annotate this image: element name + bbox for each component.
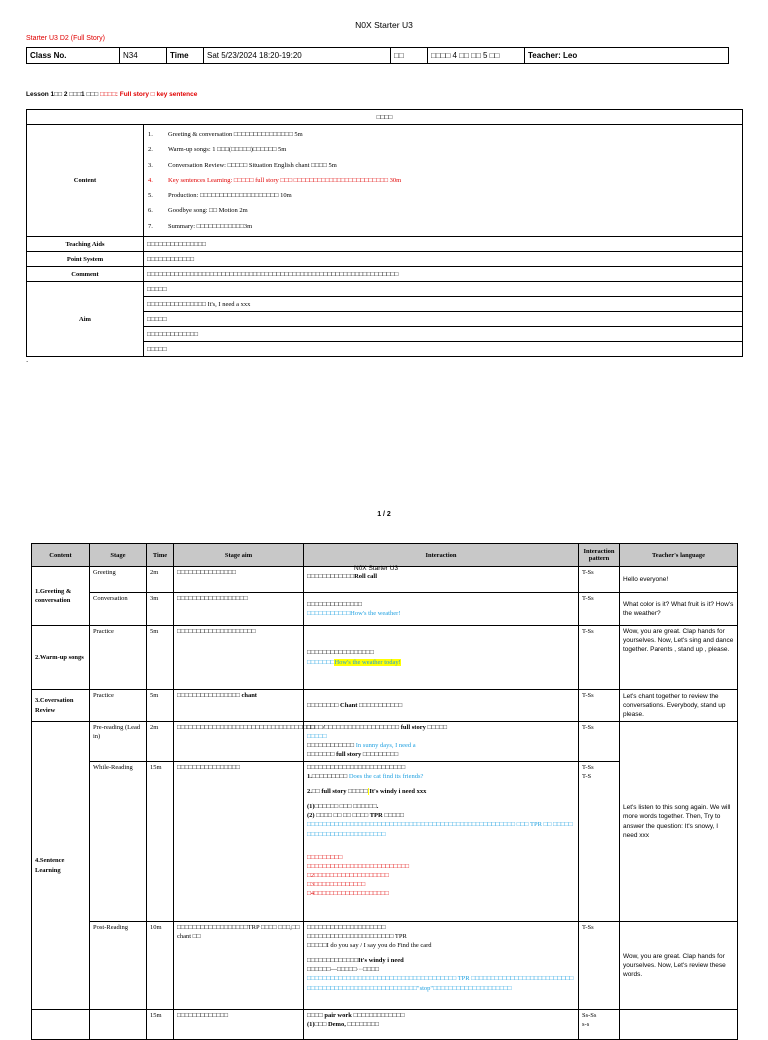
interaction-text-blue: □□□□□□□□□□□How's the weather! (307, 610, 401, 617)
stage-cell: Practice (90, 626, 147, 690)
list-text: Greeting & conversation □□□□□□□□□□□□□□□ 5m (168, 131, 303, 138)
list-text: Goodbye song: □□ Motion 2m (168, 207, 248, 215)
interaction-text-red: □□□□□□□□□ (307, 853, 343, 861)
language-cell: Let's listen to this song again. We will more words together. Then, Try to answer the question: It's snowy, I need xxx (620, 722, 738, 922)
language-cell: Wow, you are great. Clap hands for yourselves. Now, Let's review these words. (620, 922, 738, 1010)
aim-cell: □□□□□□□□□□□□□□□□□□TRP □□□□ □□□,□□ chant □□ (174, 922, 304, 1010)
class-no-value: N34 (120, 48, 167, 64)
info-cell-5: □□ (391, 48, 428, 64)
list-number: 2. (148, 146, 153, 154)
language-cell: Wow, you are great. Clap hands for yourselves. Now, Let's sing and dance together. Parents , stand up , please. (620, 626, 738, 690)
aim-cell: □□□□□□□□□□□□□□□□ (174, 762, 304, 922)
list-text: Key sentences Learning: □□□□□ full story □□□ □□□□□□□□□□□□□□□□□□□□□□□□ 30m (168, 176, 402, 184)
content-list-item (148, 203, 739, 218)
interaction-text-red: □4□□□□□□□□□□□□□□□□□□□ (307, 890, 389, 898)
content-list-item (148, 188, 739, 203)
time-cell: 5m (147, 690, 174, 722)
col-header-stage-aim: Stage aim (174, 544, 304, 567)
lesson-focus: □□□□: Full story □ key sentence (100, 91, 198, 98)
lesson-line (26, 91, 197, 98)
table-row (32, 722, 738, 762)
interaction-text: It's windy i need xxx (369, 788, 427, 796)
list-number: 5. (148, 192, 153, 200)
interaction-text: □□□□□□—□□□□□···□□□□ (307, 966, 379, 974)
highlighted-phrase: How's the weather today! (334, 658, 401, 666)
aim-row: □□□□□□□□□□□□□□□ It's, I need a xxx (144, 297, 743, 312)
interaction-text-blue: □□□□□□□□□□□□□□□□□□□□□□□□□□□□□□□□□□□□□□□□□□□□□□□□□□□□□ □□□ TPR □□ □□□□□□□□□□□□□□□□□□□□□□□□□ (307, 821, 573, 838)
interaction-cell (304, 1010, 579, 1040)
interaction-text-blue: In sunny days, I need a (355, 742, 416, 750)
pattern-cell: T-Ss (579, 593, 620, 626)
point-system-label: Point System (27, 252, 144, 267)
table-row (32, 626, 738, 690)
stage-cell: Greeting (90, 567, 147, 593)
aim-cell: □□□□□□□□□□□□□□□□ chant (174, 690, 304, 722)
document-subtitle: Starter U3 D2 (Full Story) (26, 35, 105, 42)
aim-row: □□□□□ (144, 342, 743, 357)
document-title: N0X Starter U3 (355, 20, 413, 30)
col-header-content: Content (32, 544, 90, 567)
lesson-prefix: Lesson 1□□ 2 □□□1 □□□ (26, 91, 101, 98)
info-cell-6: □□□□ 4 □□ □□ 5 □□ (428, 48, 525, 64)
content-cell (144, 125, 743, 237)
comment-label: Comment (27, 267, 144, 282)
pattern-cell: T-Ss (579, 626, 620, 690)
aim-cell: □□□□□□□□□□□□□□□ (174, 567, 304, 593)
content-list-item (148, 142, 739, 157)
list-number: 6. (148, 207, 153, 215)
time-cell: 10m (147, 922, 174, 1010)
interaction-text-blue: □□□□□□□□□□□□□□□□□□□□□□□□□□□□□□□□□□□□□□ TPR □□□□□□□□□□□□□□□□□□□□□□□□□□□□□□□□□□□□□□□□□□□□□□□□□□□□□□"stop"□□□□□□□□□□□□□□□□□□□□ (307, 975, 574, 992)
teaching-aids-label: Teaching Aids (27, 237, 144, 252)
interaction-text: □□□□□□□ full story □□□□□□□□□ (307, 751, 399, 759)
pattern-cell: Ss-Ss s-s (579, 1010, 620, 1040)
teacher-name: Teacher: Leo (525, 48, 729, 64)
interaction-cell (304, 722, 579, 762)
pattern-cell: T-Ss (579, 690, 620, 722)
interaction-text: (1)□□□ Demo, □□□□□□□□ (307, 1021, 379, 1029)
interaction-text-red: □3□□□□□□□□□□□□□ (307, 880, 366, 888)
content-cell: 1.Greeting & conversation (32, 567, 90, 626)
col-header-pattern: Interaction pattern (579, 544, 620, 567)
time-value: Sat 5/23/2024 18:20-19:20 (204, 48, 391, 64)
aim-cell: □□□□□□□□□□□□□□□□□□□□ (174, 626, 304, 690)
page-number: 1 / 2 (377, 511, 391, 518)
time-label: Time (167, 48, 204, 64)
table-row (32, 567, 738, 593)
interaction-text: □□□□ pair work □□□□□□□□□□□□□ (307, 1012, 405, 1019)
stage-cell: Post-Reading (90, 922, 147, 1010)
table-row (32, 690, 738, 722)
col-header-time: Time (147, 544, 174, 567)
class-no-label: Class No. (27, 48, 120, 64)
aim-row: □□□□□□□□□□□□□ (144, 327, 743, 342)
col-header-teacher-language: Teacher's language (620, 544, 738, 567)
time-cell: 15m (147, 762, 174, 922)
interaction-text: □□□□□□□□□□□□□□□□□ (307, 649, 374, 657)
list-number: 7. (148, 222, 153, 230)
interaction-text: 1.□□□□□□□□□ (307, 773, 349, 781)
content-list-item (148, 127, 739, 142)
stage-cell: While-Reading (90, 762, 147, 922)
interaction-text: (2) □□□□ □□ □□ □□□□ TPR □□□□□ (307, 812, 404, 820)
aim-row: □□□□□ (144, 282, 743, 297)
list-number: 4. (148, 176, 153, 184)
content-list (148, 127, 739, 234)
pattern-cell: T-Ss (579, 567, 620, 593)
pattern-cell: T-Ss (579, 722, 620, 762)
list-text: Conversation Review: □□□□□ Situation English chant □□□□ 5m (168, 161, 337, 169)
interaction-text: □□□□□I do you say / I say you do Find the card (307, 942, 432, 950)
comment-value: □□□□□□□□□□□□□□□□□□□□□□□□□□□□□□□□□□□□□□□□□□□□□□□□□□□□□□□□□□□□□□□□ (144, 267, 743, 282)
aim-cell: □□□□□□□□□□□□□□□□□□□□□□□□□□□□□□□□□□□ (174, 722, 304, 762)
list-text: Production: □□□□□□□□□□□□□□□□□□□□ 10m (168, 192, 292, 200)
interaction-text: □□□□□□□□□□□□□□ (307, 600, 362, 608)
interaction-text: □□□□□□□□□□□□□□□□□□□□□□□□□ (307, 764, 406, 771)
list-number: 3. (148, 161, 153, 169)
col-header-interaction: Interaction (304, 544, 579, 567)
point-system-value: □□□□□□□□□□□□ (144, 252, 743, 267)
content-cell: 2.Warm-up songs (32, 626, 90, 690)
stage-table (31, 543, 738, 1040)
stage-cell: Conversation (90, 593, 147, 626)
pattern-cell: T-Ss T-S (579, 762, 620, 922)
time-cell: 15m (147, 1010, 174, 1040)
time-cell: 2m (147, 722, 174, 762)
stage-cell (90, 1010, 147, 1040)
list-text: Summary: □□□□□□□□□□□□3m (168, 222, 253, 230)
interaction-cell (304, 567, 579, 593)
interaction-text: □□□□□□□□□□□□□□□□□□□□□□ TPR (307, 933, 407, 941)
interaction-cell (304, 762, 579, 922)
language-cell: Let's chant together to review the conversations. Everybody, stand up please. (620, 690, 738, 722)
interaction-text: 2.□□ full story □□□□□ (307, 788, 368, 796)
language-cell (620, 1010, 738, 1040)
interaction-text-red: □□□□□□□□□□□□□□□□□□□□□□□□□□ (307, 862, 410, 870)
plan-header: □□□□ (27, 110, 743, 125)
time-cell: 2m (147, 567, 174, 593)
interaction-text-blue: Does the cat find its friends? (348, 773, 424, 781)
stage-cell: Pre-reading (Lead in) (90, 722, 147, 762)
list-number: 1. (148, 131, 153, 138)
aim-label: Aim (27, 282, 144, 357)
overlay-title: N0X Starter U3 (354, 565, 399, 572)
interaction-cell (304, 626, 579, 690)
time-cell: 5m (147, 626, 174, 690)
interaction-cell (304, 922, 579, 1010)
aim-row: □□□□□ (144, 312, 743, 327)
interaction-cell: □□□□□□□□ Chant □□□□□□□□□□□ (304, 690, 579, 722)
interaction-text: (1)□□□□□□ □□□ □□□□□□. (307, 803, 379, 811)
interaction-text: □□□□□□□□□□□□□□□□□□□□ (307, 924, 386, 931)
list-text: Warm-up songs: 1 □□□(□□□□□)□□□□□□ 5m (168, 146, 287, 154)
interaction-text: □□□□□□□□□□□□□It's windy i need (307, 957, 404, 965)
language-cell: What color is it? What fruit is it? How's the weather? (620, 593, 738, 626)
interaction-cell (304, 593, 579, 626)
content-cell: 4.Sentence Learning (32, 722, 90, 1010)
interaction-text-red: □2□□□□□□□□□□□□□□□□□□□ (307, 871, 389, 879)
time-cell: 3m (147, 593, 174, 626)
teaching-aids-value: □□□□□□□□□□□□□□□ (144, 237, 743, 252)
col-header-stage: Stage (90, 544, 147, 567)
pattern-cell: T-Ss (579, 922, 620, 1010)
table-row (32, 1010, 738, 1040)
class-info-table (26, 47, 729, 64)
aim-cell: □□□□□□□□□□□□□□□□□□ (174, 593, 304, 626)
content-list-item (148, 173, 739, 188)
language-cell: Hello everyone! (620, 567, 738, 593)
interaction-text-blue: □□□□□ (307, 733, 327, 741)
table-row (32, 593, 738, 626)
content-cell: 3.Coversation Review (32, 690, 90, 722)
interaction-text-blue: □□□□□□□ (307, 658, 335, 666)
interaction-text: □□□□/□□□□□□□□□□□□□□□□□□□ full story □□□□□ (307, 724, 448, 731)
interaction-text: □□□□□□□□□□□□ (307, 742, 356, 750)
stray-dot: . (26, 355, 29, 364)
interaction-text: □□□□□□□□□□□□Roll call (307, 573, 378, 580)
aim-cell: □□□□□□□□□□□□□ (174, 1010, 304, 1040)
content-cell (32, 1010, 90, 1040)
plan-table (26, 109, 743, 357)
content-list-item (148, 158, 739, 173)
content-label: Content (27, 125, 144, 237)
table-row (32, 922, 738, 1010)
content-list-item (148, 219, 739, 234)
stage-cell: Practice (90, 690, 147, 722)
